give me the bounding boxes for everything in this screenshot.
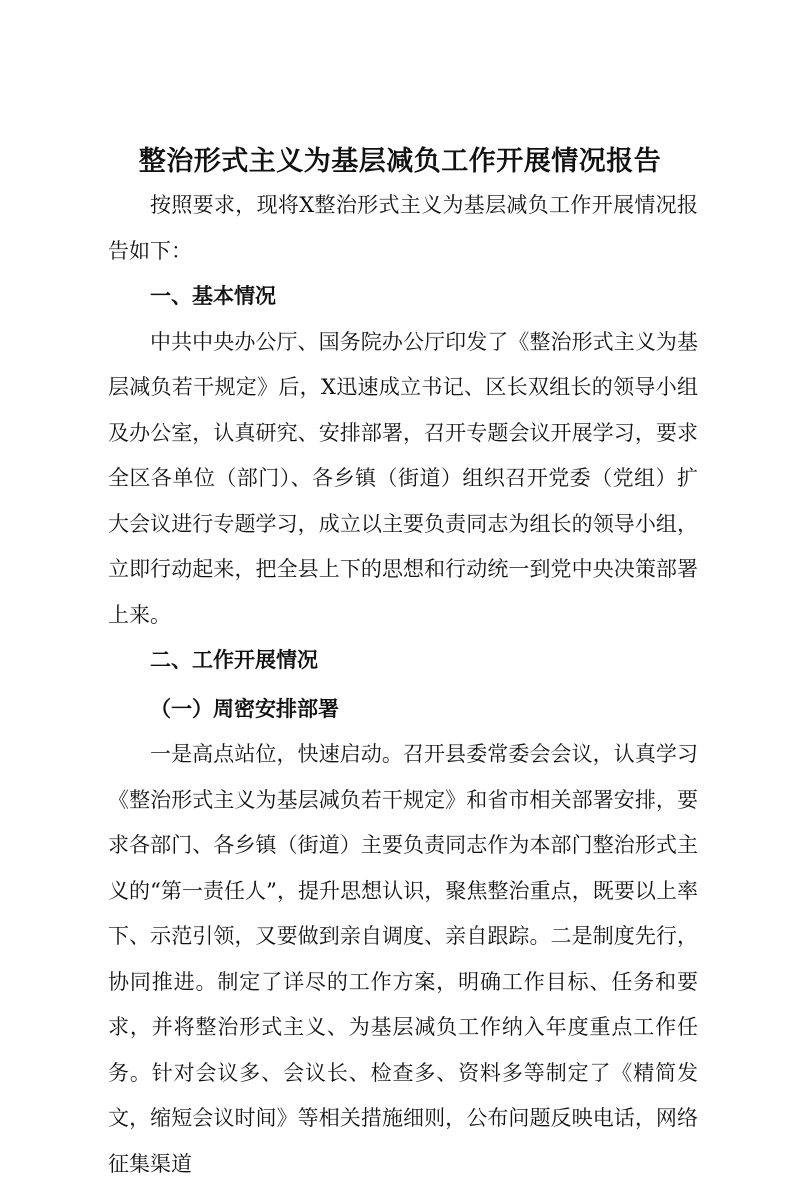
- basic-situation-paragraph: 中共中央办公厅、国务院办公厅印发了《整治形式主义为基层减负若干规定》后，X迅速成立书记、区长双组长的领导小组及办公室，认真研究、安排部署，召开专题会议开展学习，要求全区各单位（部门）、各乡镇（街道）组织召开党委（党组）扩大会议进行专题学习，成立以主要负责同志为组长的领导小组，立即行动起来，把全县上下的思想和行动统一到党中央决策部署上来。: [108, 329, 698, 627]
- subsection-heading-deployment: （一）周密安排部署: [150, 695, 339, 721]
- section-heading-work-progress: 二、工作开展情况: [150, 648, 318, 672]
- deployment-paragraph: 一是高点站位，快速启动。召开县委常委会会议，认真学习《整治形式主义为基层减负若干规定》和省市相关部署安排，要求各部门、各乡镇（街道）主要负责同志作为本部门整治形式主义的“第一责任人”，提升思想认识，聚焦整治重点，既要以上率下、示范引领，又要做到亲自调度、亲自跟踪。二是制度先行，协同推进。制定了详尽的工作方案，明确工作目标、任务和要求，并将整治形式主义、为基层减负工作纳入年度重点工作任务。针对会议多、会议长、检查多、资料多等制定了《精简发文，缩短会议时间》等相关措施细则，公布问题反映电话，网络征集渠道: [108, 742, 698, 1176]
- document-title: 整治形式主义为基层减负工作开展情况报告: [138, 146, 662, 177]
- section-heading-basic-situation: 一、基本情况: [150, 284, 276, 308]
- intro-paragraph: 按照要求，现将X整治形式主义为基层减负工作开展情况报告如下：: [108, 193, 698, 263]
- document-body: [108, 183, 698, 1187]
